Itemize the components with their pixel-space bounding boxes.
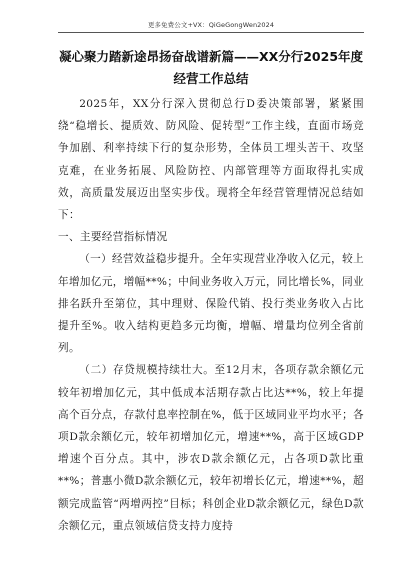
header-divider bbox=[58, 32, 364, 33]
paragraph-deposit-loan-scale: （二）存贷规模持续壮大。至12月末，各项存款余额亿元较年初增加亿元，其中低成本活期存款占比达**%，较上年提高个百分点，存款付息率控制在%，低于区域同业平均水平；各项D款余额亿元，较年初增加亿元，增速**%，高于区域GDP增速个百分点。其中，涉农D款余额亿元，占各项D款比重**%；普惠小微D款余额亿元，较年初增长亿元，增速**%，超额完成监管“两增两控”目标；科创企业D款余额亿元，绿色D款余额亿元，重点领域信贷支持力度持 bbox=[58, 364, 364, 532]
header-watermark-text: 更多免费公文+VX：QiGeGongWen2024 bbox=[147, 21, 275, 29]
document-title: 凝心聚力踏新途昂扬奋战谱新篇——XX分行2025年度经营工作总结 bbox=[58, 49, 364, 86]
intro-paragraph: 2025年，XX分行深入贯彻总行D委决策部署，紧紧围绕“稳增长、提质效、防风险、促转型”工作主线，直面市场竞争加剧、利率持续下行的复杂形势，全体员工埋头苦干、攻坚克难，在业务拓展、风险防控、内部管理等方面取得扎实成效，高质量发展迈出坚实步伐。现将全年经营管理情况总结如下： bbox=[58, 98, 364, 222]
section-heading-main-indicators: 一、主要经营指标情况 bbox=[58, 231, 168, 244]
paragraph-operating-efficiency: （一）经营效益稳步提升。全年实现营业净收入亿元，较上年增加亿元，增幅**%；中间业务收入万元，同比增长%，同业排名跃升至第位，其中理财、保险代销、投行类业务收入占比提升至%。收入结构更趋多元均衡，增幅、增量均位列全省前列。 bbox=[58, 253, 364, 355]
